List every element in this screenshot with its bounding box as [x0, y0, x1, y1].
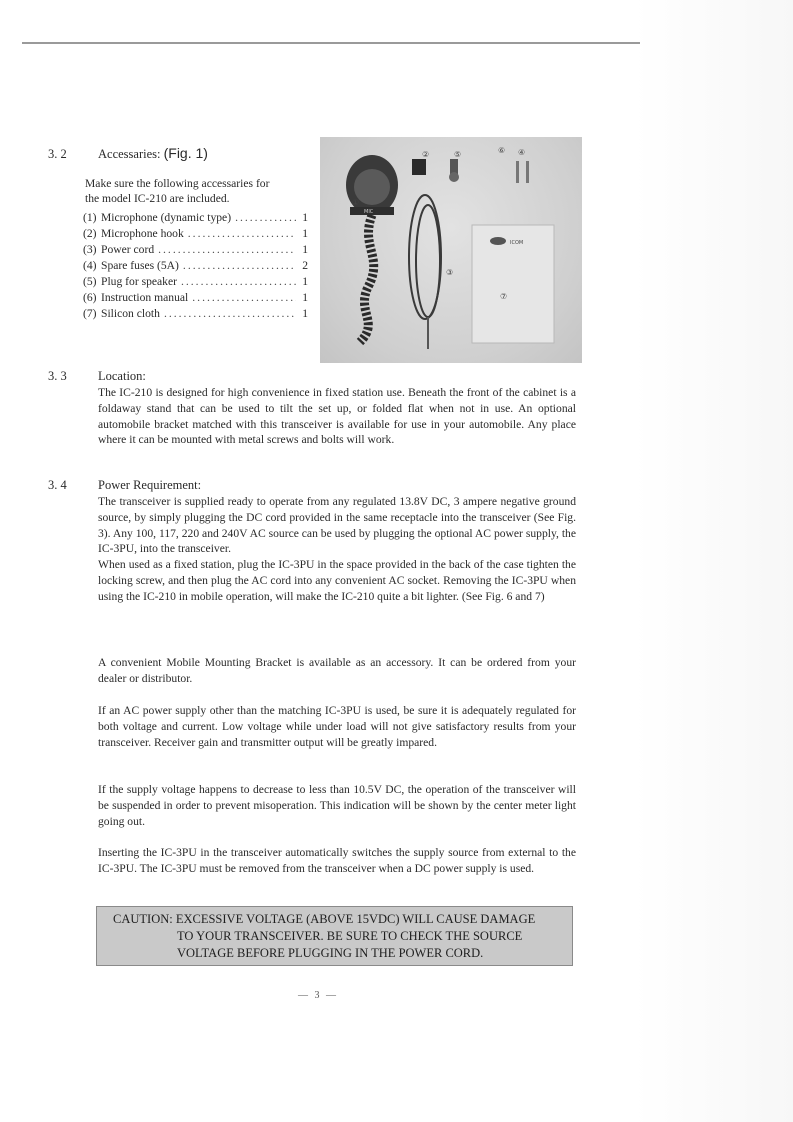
location-body: The IC-210 is designed for high convenience in fixed station use. Beneath the front of the cabinet is a foldaway stand that can be used to tilt the set up, or folded flat when not in use. An optional automobile bracket matched with this transceiver is available for use in your automobile. Any place where it can be mounted with metal screws and bolts will work. — [98, 386, 576, 447]
leader-dots — [183, 258, 296, 274]
item-quantity: 1 — [302, 307, 308, 320]
power-body-1: The transceiver is supplied ready to operate from any regulated 13.8V DC, 3 ampere negative ground source, by simply plugging the DC cord provided in the same receptacle into the transceiver (See Fig. 3). Any 100, 117, 220 and 240V AC source can be used by plugging the optional AC power supply, the IC-3PU, into the transceiver. — [98, 495, 576, 556]
item-label: Silicon cloth — [101, 307, 160, 320]
inserting-body: Inserting the IC-3PU in the transceiver automatically switches the supply source from external to the IC-3PU. The IC-3PU must be removed from the transceiver when a DC power supply is used. — [98, 846, 576, 875]
leader-dots — [235, 210, 296, 226]
manual-brand-label: ICOM — [510, 240, 524, 246]
section-title-text: Accessaries: — [98, 147, 161, 161]
callout-5: ⑤ — [454, 150, 462, 159]
section-number-3-3: 3. 3 — [48, 369, 67, 383]
item-label: Spare fuses (5A) — [101, 259, 179, 272]
item-number: (7) — [83, 307, 97, 320]
ac-supply-body: If an AC power supply other than the matching IC-3PU is used, be sure it is adequately regulated for both voltage and current. Low voltage while under load will not give satisfactory results from your transceiver. Receiver gain and transmitter output will be greatly impared. — [98, 704, 576, 749]
callout-7: ⑦ — [500, 292, 508, 301]
top-rule — [22, 42, 640, 44]
power-paragraph — [98, 494, 576, 605]
list-item — [83, 258, 308, 274]
item-label: Instruction manual — [101, 291, 189, 304]
low-voltage-body: If the supply voltage happens to decrease to less than 10.5V DC, the operation of the transceiver will be suspended in order to prevent misoperation. This indication will be shown by the center meter light going out. — [98, 783, 576, 828]
item-number: (6) — [83, 291, 97, 304]
accessaries-photo — [320, 137, 582, 363]
spare-fuse — [516, 161, 519, 183]
leader-dots — [188, 226, 296, 242]
caution-line-1: CAUTION: EXCESSIVE VOLTAGE (ABOVE 15VDC) WILL CAUSE DAMAGE — [113, 912, 536, 926]
item-number: (5) — [83, 275, 97, 288]
callout-3: ③ — [446, 268, 454, 277]
microphone-coil-cord — [360, 215, 374, 342]
accessaries-list — [83, 210, 308, 322]
list-item — [83, 290, 308, 306]
item-number: (2) — [83, 227, 97, 240]
leader-dots — [164, 306, 296, 322]
callout-2: ② — [422, 150, 430, 159]
list-item — [83, 306, 308, 322]
item-label: Plug for speaker — [101, 275, 177, 288]
leader-dots — [192, 290, 296, 306]
page-number: — 3 — — [298, 990, 338, 1001]
mic-brand-label: MIC — [364, 209, 374, 215]
callout-1: ① — [352, 198, 360, 207]
item-quantity: 1 — [302, 243, 308, 256]
intro-line-1: Make sure the following accessaries for — [85, 177, 270, 190]
section-number-3-2: 3. 2 — [48, 147, 67, 161]
intro-line-2: the model IC-210 are included. — [85, 192, 230, 206]
mounting-body: A convenient Mobile Mounting Bracket is available as an accessory. It can be ordered from your dealer or distributor. — [98, 656, 576, 685]
manual-logo-mark — [490, 237, 506, 245]
inserting-paragraph — [98, 845, 576, 877]
item-quantity: 1 — [302, 275, 308, 288]
low-voltage-paragraph — [98, 782, 576, 829]
list-item — [83, 242, 308, 258]
accessaries-intro — [85, 176, 313, 207]
item-label: Microphone hook — [101, 227, 184, 240]
item-label: Power cord — [101, 243, 155, 256]
ac-supply-paragraph — [98, 703, 576, 750]
list-item — [83, 274, 308, 290]
microphone-grille — [354, 169, 390, 205]
fig-reference: (Fig. 1) — [163, 145, 208, 161]
section-title-location: Location: — [98, 369, 146, 383]
leader-dots — [181, 274, 296, 290]
spare-fuse — [526, 161, 529, 183]
list-item — [83, 210, 308, 226]
item-quantity: 1 — [302, 211, 308, 224]
microphone-hook — [412, 159, 426, 175]
section-title-accessaries — [98, 145, 208, 162]
callout-6: ⑥ — [498, 146, 506, 155]
leader-dots — [158, 242, 296, 258]
caution-line-3: VOLTAGE BEFORE PLUGGING IN THE POWER CORD. — [177, 946, 484, 960]
mounting-paragraph — [98, 655, 576, 687]
item-number: (3) — [83, 243, 97, 256]
section-title-power-requirement: Power Requirement: — [98, 478, 202, 492]
accessaries-illustration — [320, 137, 582, 363]
power-body-2: When used as a fixed station, plug the IC-3PU in the space provided in the back of the case tighten the locking screw, and then plug the AC cord into any convenient AC socket. Removing the IC-3PU when using the IC-210 in mobile operation, will make the IC-210 quite a bit lighter. (See Fig. 6 and 7) — [98, 558, 576, 603]
location-paragraph — [98, 385, 576, 448]
callout-4: ④ — [518, 148, 526, 157]
item-quantity: 1 — [302, 291, 308, 304]
list-item — [83, 226, 308, 242]
caution-line-2: TO YOUR TRANSCEIVER. BE SURE TO CHECK THE SOURCE — [177, 929, 523, 943]
section-number-3-4: 3. 4 — [48, 478, 67, 492]
item-label: Microphone (dynamic type) — [101, 211, 232, 224]
item-number: (4) — [83, 259, 97, 272]
caution-box — [96, 906, 573, 966]
item-quantity: 1 — [302, 227, 308, 240]
item-number: (1) — [83, 211, 97, 224]
item-quantity: 2 — [302, 259, 308, 272]
